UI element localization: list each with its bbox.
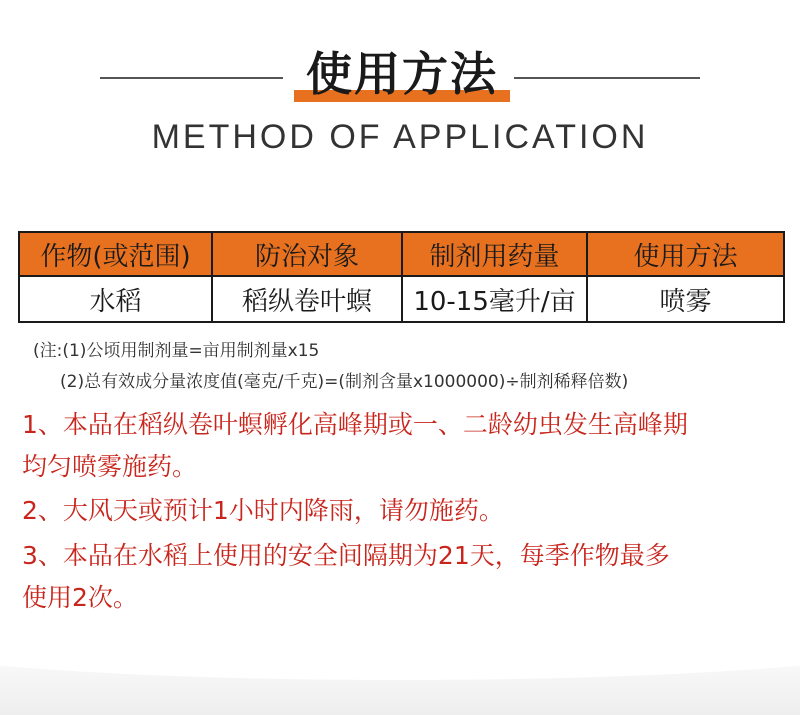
application-table bbox=[18, 231, 785, 323]
cell-crop: 水稻 bbox=[19, 276, 212, 322]
table-row bbox=[19, 276, 784, 322]
note-1: (注:(1)公顷用制剂量=亩用制剂量x15 bbox=[33, 341, 320, 361]
cell-target: 稻纵卷叶螟 bbox=[212, 276, 402, 322]
instruction-1-cont: 均匀喷雾施药。 bbox=[22, 452, 198, 481]
table-header-row bbox=[19, 232, 784, 276]
title-divider-left bbox=[100, 77, 283, 79]
note-2: (2)总有效成分量浓度值(毫克/千克)=(制剂含量x1000000)÷制剂稀释倍数) bbox=[60, 372, 629, 392]
cell-dosage: 10-15毫升/亩 bbox=[402, 276, 587, 322]
instruction-3: 3、本品在水稻上使用的安全间隔期为21天，每季作物最多 bbox=[22, 541, 670, 570]
cell-method: 喷雾 bbox=[587, 276, 784, 322]
header-crop: 作物(或范围) bbox=[19, 232, 212, 276]
instruction-3-cont: 使用2次。 bbox=[22, 583, 138, 612]
header-method: 使用方法 bbox=[587, 232, 784, 276]
header-target: 防治对象 bbox=[212, 232, 402, 276]
instruction-2: 2、大风天或预计1小时内降雨，请勿施药。 bbox=[22, 496, 504, 525]
header-dosage: 制剂用药量 bbox=[402, 232, 587, 276]
page-title: 使用方法 bbox=[306, 47, 498, 101]
title-divider-right bbox=[514, 77, 700, 79]
instruction-1: 1、本品在稻纵卷叶螟孵化高峰期或一、二龄幼虫发生高峰期 bbox=[22, 410, 688, 439]
page-subtitle: METHOD OF APPLICATION bbox=[151, 118, 649, 156]
